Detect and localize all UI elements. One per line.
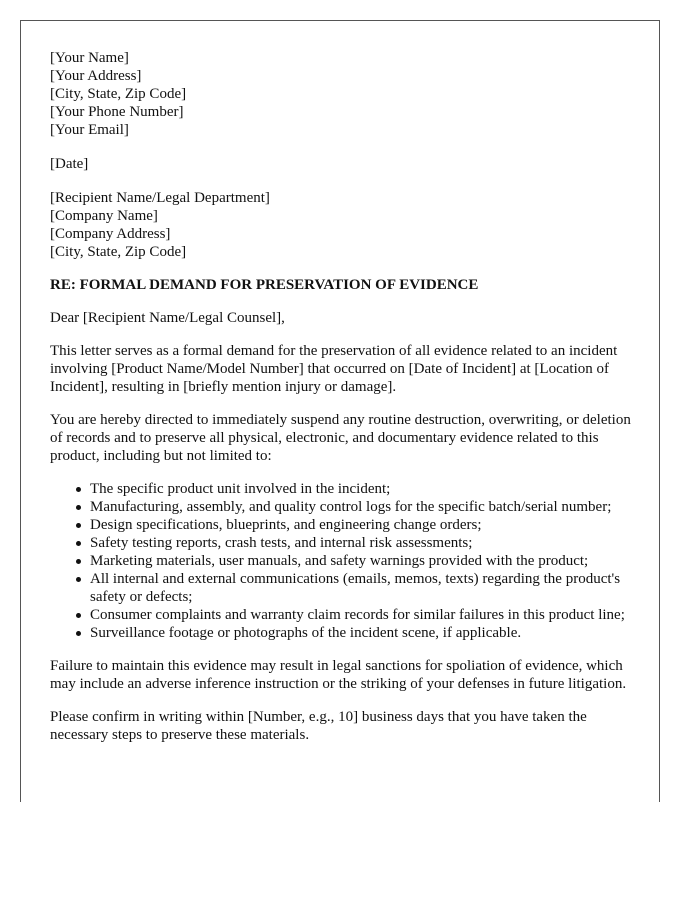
list-item: Surveillance footage or photographs of the incident scene, if applicable. <box>90 624 640 642</box>
sender-name: [Your Name] <box>50 50 129 66</box>
sender-block <box>50 49 640 139</box>
intro-paragraph: This letter serves as a formal demand for the preservation of all evidence related to an incident involving [Product Name/Model Number] that occurred on [Date of Incident] at [Location of Incident], resulting in [briefly mention injury or damage]. <box>50 343 618 395</box>
letter-page <box>20 20 660 802</box>
evidence-list <box>50 480 640 642</box>
subject-line: RE: FORMAL DEMAND FOR PRESERVATION OF EVIDENCE <box>50 277 479 293</box>
sender-address: [Your Address] <box>50 68 142 84</box>
letter-date: [Date] <box>50 156 89 172</box>
letter-content <box>50 49 640 744</box>
confirmation-paragraph: Please confirm in writing within [Number, e.g., 10] business days that you have taken the necessary steps to preserve these materials. <box>50 709 587 743</box>
list-item: Marketing materials, user manuals, and safety warnings provided with the product; <box>90 552 640 570</box>
recipient-company: [Company Name] <box>50 208 158 224</box>
sender-email: [Your Email] <box>50 122 129 138</box>
recipient-city-state-zip: [City, State, Zip Code] <box>50 244 187 260</box>
list-item: Safety testing reports, crash tests, and internal risk assessments; <box>90 534 640 552</box>
date-block <box>50 155 640 173</box>
list-item: All internal and external communications (emails, memos, texts) regarding the product's safety or defects; <box>90 570 640 606</box>
list-item: Consumer complaints and warranty claim records for similar failures in this product line; <box>90 606 640 624</box>
sender-city-state-zip: [City, State, Zip Code] <box>50 86 187 102</box>
recipient-name: [Recipient Name/Legal Department] <box>50 190 270 206</box>
salutation: Dear [Recipient Name/Legal Counsel], <box>50 310 285 326</box>
consequence-paragraph: Failure to maintain this evidence may result in legal sanctions for spoliation of evidence, which may include an adverse inference instruction or the striking of your defenses in future litigation. <box>50 658 627 692</box>
sender-phone: [Your Phone Number] <box>50 104 184 120</box>
list-item: The specific product unit involved in the incident; <box>90 480 640 498</box>
list-item: Manufacturing, assembly, and quality control logs for the specific batch/serial number; <box>90 498 640 516</box>
list-item: Design specifications, blueprints, and engineering change orders; <box>90 516 640 534</box>
recipient-address: [Company Address] <box>50 226 171 242</box>
directive-paragraph: You are hereby directed to immediately suspend any routine destruction, overwriting, or deletion of records and to preserve all physical, electronic, and documentary evidence related to this product, including but not limited to: <box>50 412 631 464</box>
recipient-block <box>50 189 640 261</box>
